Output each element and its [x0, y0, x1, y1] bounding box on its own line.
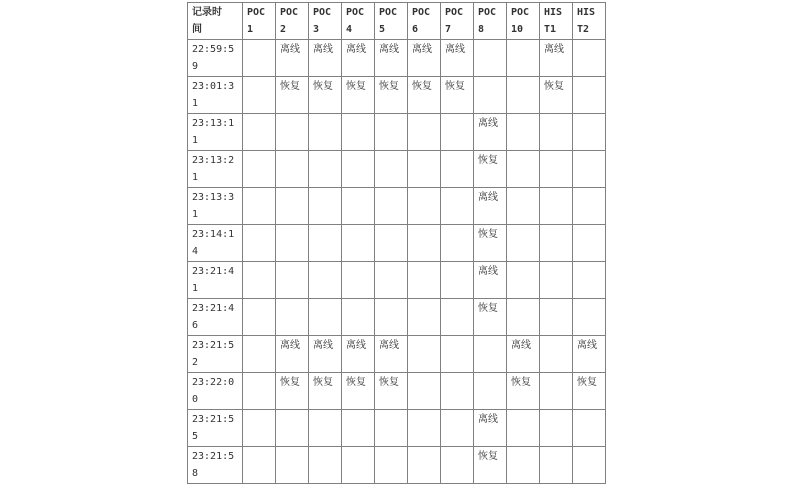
- status-cell: 恢复: [375, 77, 408, 114]
- status-cell: [441, 114, 474, 151]
- table-row: [188, 188, 606, 225]
- header-cell: [540, 3, 573, 40]
- status-cell: [441, 188, 474, 225]
- status-cell: [342, 262, 375, 299]
- status-cell: [507, 114, 540, 151]
- status-cell: 恢复: [375, 373, 408, 410]
- status-cell: [243, 40, 276, 77]
- header-label: POC 8: [478, 7, 497, 35]
- status-cell: 离线: [474, 114, 507, 151]
- status-cell: 离线: [309, 336, 342, 373]
- status-cell: [507, 299, 540, 336]
- time-cell: 23:21:46: [188, 299, 243, 336]
- status-cell: [408, 262, 441, 299]
- status-cell: 恢复: [474, 447, 507, 484]
- status-cell: [474, 40, 507, 77]
- status-cell: [573, 188, 606, 225]
- table-row: [188, 373, 606, 410]
- status-cell: [342, 299, 375, 336]
- table-row: [188, 151, 606, 188]
- status-cell: [375, 299, 408, 336]
- status-cell: 恢复: [276, 373, 309, 410]
- status-cell: [540, 410, 573, 447]
- status-cell: [573, 447, 606, 484]
- status-cell: [243, 299, 276, 336]
- status-cell: 恢复: [474, 151, 507, 188]
- status-cell: 恢复: [474, 225, 507, 262]
- status-cell: [507, 77, 540, 114]
- status-cell: [474, 373, 507, 410]
- status-cell: [276, 299, 309, 336]
- status-cell: [309, 410, 342, 447]
- status-cell: [276, 225, 309, 262]
- status-cell: [540, 188, 573, 225]
- status-cell: [573, 225, 606, 262]
- status-cell: 恢复: [507, 373, 540, 410]
- status-cell: [573, 151, 606, 188]
- status-cell: [243, 77, 276, 114]
- status-cell: [507, 410, 540, 447]
- table-row: [188, 77, 606, 114]
- status-cell: [441, 262, 474, 299]
- status-cell: [243, 262, 276, 299]
- status-cell: [375, 447, 408, 484]
- header-cell: [441, 3, 474, 40]
- time-cell: 23:01:31: [188, 77, 243, 114]
- status-cell: [408, 114, 441, 151]
- status-cell: [408, 410, 441, 447]
- status-cell: [243, 336, 276, 373]
- status-cell: [408, 336, 441, 373]
- header-cell: [375, 3, 408, 40]
- status-cell: [474, 336, 507, 373]
- status-cell: [243, 151, 276, 188]
- header-cell: [474, 3, 507, 40]
- status-cell: [540, 447, 573, 484]
- table-row: [188, 262, 606, 299]
- table-row: [188, 336, 606, 373]
- status-cell: 恢复: [441, 77, 474, 114]
- status-cell: 离线: [309, 40, 342, 77]
- status-cell: [573, 299, 606, 336]
- time-cell: 23:13:21: [188, 151, 243, 188]
- status-cell: [507, 151, 540, 188]
- status-cell: 恢复: [309, 373, 342, 410]
- status-cell: 离线: [474, 188, 507, 225]
- status-cell: 离线: [507, 336, 540, 373]
- status-cell: [441, 151, 474, 188]
- table-row: [188, 225, 606, 262]
- status-cell: [342, 447, 375, 484]
- status-cell: 离线: [540, 40, 573, 77]
- time-cell: 23:21:55: [188, 410, 243, 447]
- header-label: POC 10: [511, 7, 530, 35]
- header-label: HIS T2: [577, 7, 596, 35]
- status-cell: 离线: [276, 336, 309, 373]
- time-cell: 23:21:58: [188, 447, 243, 484]
- status-cell: [276, 410, 309, 447]
- status-cell: [375, 262, 408, 299]
- status-table: [187, 2, 606, 484]
- status-cell: [243, 373, 276, 410]
- status-cell: [573, 410, 606, 447]
- status-cell: [507, 225, 540, 262]
- status-cell: [408, 447, 441, 484]
- status-cell: 离线: [441, 40, 474, 77]
- status-cell: 离线: [276, 40, 309, 77]
- table-row: [188, 447, 606, 484]
- table-body: [188, 40, 606, 484]
- status-cell: [507, 262, 540, 299]
- status-cell: 恢复: [342, 77, 375, 114]
- header-label: POC 7: [445, 7, 464, 35]
- status-cell: [243, 188, 276, 225]
- time-cell: 23:21:52: [188, 336, 243, 373]
- status-cell: [540, 225, 573, 262]
- status-cell: [276, 447, 309, 484]
- header-label: POC 6: [412, 7, 431, 35]
- status-cell: [408, 373, 441, 410]
- status-cell: [540, 114, 573, 151]
- table-row: [188, 299, 606, 336]
- status-cell: [375, 225, 408, 262]
- status-cell: 恢复: [573, 373, 606, 410]
- status-cell: [276, 188, 309, 225]
- header-label: POC 4: [346, 7, 365, 35]
- status-cell: [573, 114, 606, 151]
- status-cell: [540, 151, 573, 188]
- status-cell: 离线: [408, 40, 441, 77]
- time-cell: 23:13:11: [188, 114, 243, 151]
- status-cell: [276, 262, 309, 299]
- status-cell: [540, 336, 573, 373]
- status-cell: [375, 114, 408, 151]
- status-cell: [309, 262, 342, 299]
- status-cell: [276, 114, 309, 151]
- header-cell: [243, 3, 276, 40]
- status-cell: [408, 151, 441, 188]
- table-row: [188, 114, 606, 151]
- status-cell: [441, 336, 474, 373]
- status-cell: [573, 262, 606, 299]
- status-cell: 离线: [573, 336, 606, 373]
- status-cell: [309, 114, 342, 151]
- status-cell: [474, 77, 507, 114]
- status-cell: [441, 299, 474, 336]
- header-cell: [276, 3, 309, 40]
- status-cell: [309, 299, 342, 336]
- status-cell: [408, 225, 441, 262]
- status-cell: 恢复: [309, 77, 342, 114]
- status-cell: 恢复: [408, 77, 441, 114]
- status-cell: [276, 151, 309, 188]
- status-cell: 离线: [375, 336, 408, 373]
- header-label: POC 1: [247, 7, 266, 35]
- header-cell: [309, 3, 342, 40]
- time-cell: 23:13:31: [188, 188, 243, 225]
- status-cell: 恢复: [342, 373, 375, 410]
- header-label: 记录时间: [192, 7, 222, 35]
- status-cell: [408, 188, 441, 225]
- status-cell: [540, 299, 573, 336]
- status-cell: [441, 373, 474, 410]
- status-cell: 恢复: [540, 77, 573, 114]
- header-cell: [507, 3, 540, 40]
- time-cell: 23:21:41: [188, 262, 243, 299]
- status-cell: [375, 188, 408, 225]
- table-row: [188, 40, 606, 77]
- header-label: POC 3: [313, 7, 332, 35]
- status-cell: [408, 299, 441, 336]
- time-cell: 22:59:59: [188, 40, 243, 77]
- status-cell: [441, 410, 474, 447]
- status-cell: [342, 410, 375, 447]
- header-label: POC 5: [379, 7, 398, 35]
- header-label: HIS T1: [544, 7, 563, 35]
- status-cell: [375, 151, 408, 188]
- status-cell: [540, 373, 573, 410]
- table-row: [188, 410, 606, 447]
- table-header-row: [188, 3, 606, 40]
- time-cell: 23:14:14: [188, 225, 243, 262]
- status-cell: [507, 188, 540, 225]
- status-cell: [309, 447, 342, 484]
- status-cell: 恢复: [474, 299, 507, 336]
- status-cell: 离线: [342, 336, 375, 373]
- status-cell: [441, 447, 474, 484]
- status-cell: [375, 410, 408, 447]
- status-cell: [540, 262, 573, 299]
- status-cell: [243, 410, 276, 447]
- header-cell: [408, 3, 441, 40]
- header-cell: [188, 3, 243, 40]
- status-cell: 离线: [474, 262, 507, 299]
- status-cell: [243, 114, 276, 151]
- header-label: POC 2: [280, 7, 299, 35]
- header-cell: [573, 3, 606, 40]
- status-cell: [309, 151, 342, 188]
- status-cell: 离线: [342, 40, 375, 77]
- status-cell: [507, 447, 540, 484]
- status-cell: 离线: [474, 410, 507, 447]
- status-cell: [309, 225, 342, 262]
- status-cell: [342, 188, 375, 225]
- status-cell: [309, 188, 342, 225]
- status-cell: 离线: [375, 40, 408, 77]
- time-cell: 23:22:00: [188, 373, 243, 410]
- status-cell: [441, 225, 474, 262]
- header-cell: [342, 3, 375, 40]
- status-cell: [342, 225, 375, 262]
- status-cell: [573, 77, 606, 114]
- status-cell: [342, 114, 375, 151]
- status-cell: [243, 225, 276, 262]
- status-cell: [243, 447, 276, 484]
- status-cell: 恢复: [276, 77, 309, 114]
- status-cell: [573, 40, 606, 77]
- status-cell: [507, 40, 540, 77]
- status-cell: [342, 151, 375, 188]
